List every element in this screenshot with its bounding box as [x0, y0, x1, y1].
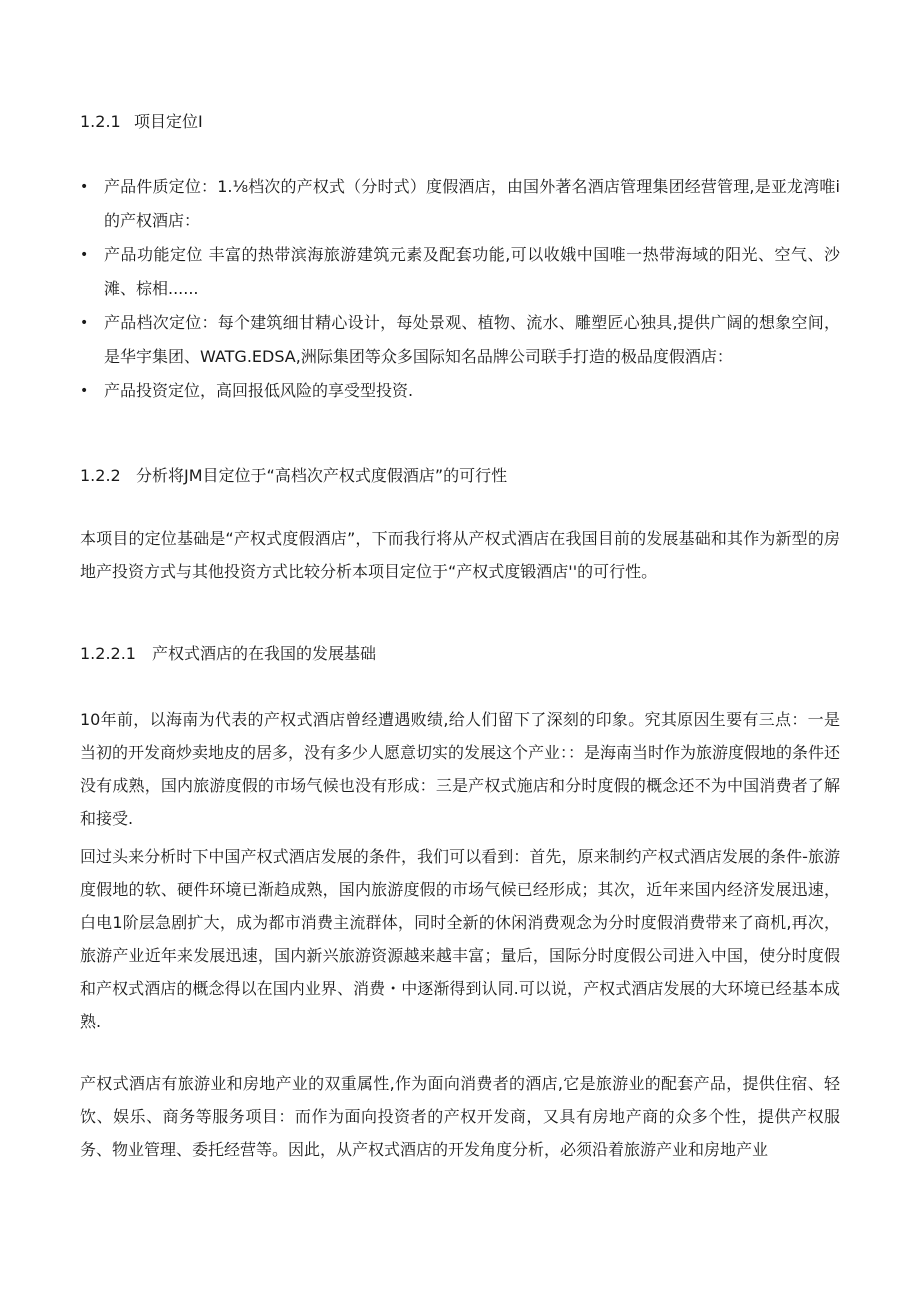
list-item	[80, 238, 840, 306]
section-title: 项目定位I	[134, 112, 203, 131]
section-heading-1-2-1	[80, 112, 203, 132]
body-paragraph: 回过头来分析时下中国产权式酒店发展的条件，我们可以看到：首先，原来制约产权式酒店发展的条件-旅游度假地的软、硬件环境已渐趋成熟，国内旅游度假的市场气候已经形成；其次，近年来国内经济发展迅速，白电1阶层急剧扩大，成为都市消费主流群体，同时全新的休闲消费观念为分时度假消费带来了商机,再次，旅游产业近年来发展迅速，国内新兴旅游资源越来越丰富；量后，国际分时度假公司进入中国，使分时度假和产权式酒店的概念得以在国内业界、消费・中逐渐得到认同.可以说，产权式酒店发展的大环境已经基本成熟.	[80, 847, 840, 1031]
bullet-icon: •	[80, 383, 89, 399]
bullet-text: 产品功能定位 丰富的热带滨海旅游建筑元素及配套功能,可以收娥中国唯一热带海域的阳光、空气、沙滩、棕相......	[104, 245, 840, 298]
list-item	[80, 374, 840, 408]
positioning-bullet-list	[80, 170, 840, 408]
section-heading-1-2-2	[80, 466, 507, 486]
bullet-icon: •	[80, 179, 89, 195]
bullet-text: 产品投资定位，高回报低风险的享受型投资.	[104, 381, 414, 400]
bullet-text: 产品件质定位：1.⅛档次的产权式（分时式）度假酒店，由国外著名酒店管理集团经营管理,是亚龙湾唯i的产权酒店：	[104, 177, 840, 230]
intro-paragraph: 本项目的定位基础是“产权式度假酒店”，下而我行将从产权式酒店在我国目前的发展基础和其作为新型的房地产投资方式与其他投资方式比较分析本项目定位于“产权式度锻酒店''的可行性。	[80, 529, 840, 581]
list-item	[80, 170, 840, 238]
bullet-icon: •	[80, 315, 89, 331]
section-number: 1.2.2.1	[80, 644, 136, 663]
bullet-text: 产品档次定位：每个建筑细甘精心设计，每处景观、植物、流水、雕塑匠心独具,提供广阔的想象空间，是华宇集团、WATG.EDSA,洲际集团等众多国际知名品牌公司联手打造的极品度假酒店：	[104, 313, 840, 366]
bullet-icon: •	[80, 247, 89, 263]
section-number: 1.2.1	[80, 112, 121, 131]
section-number: 1.2.2	[80, 466, 121, 485]
section-title: 分析将JM目定位于“高档次产权式度假酒店”的可行性	[136, 466, 508, 485]
list-item	[80, 306, 840, 374]
section-title: 产权式酒店的在我国的发展基础	[152, 644, 377, 663]
body-paragraph: 10年前，以海南为代表的产权式酒店曾经遭遇败绩,给人们留下了深刻的印象。究其原因生要有三点：一是当初的开发商炒卖地皮的居多，没有多少人愿意切实的发展这个产业：：是海南当时作为旅游度假地的条件还没有成熟，国内旅游度假的市场气候也没有形成：三是产权式施店和分时度假的概念还不为中国消费者了解和接受.	[80, 710, 841, 828]
body-paragraph: 产权式酒店有旅游业和房地产业的双重属性,作为面向消费者的酒店,它是旅游业的配套产品，提供住宿、轻饮、娱乐、商务等服务项目：而作为面向投资者的产权开发商，又具有房地产商的众多个性，提供产权服务、物业管理、委托经营等。因此，从产权式酒店的开发角度分析，必须沿着旅游产业和房地产业	[80, 1074, 840, 1159]
section-heading-1-2-2-1	[80, 644, 376, 664]
